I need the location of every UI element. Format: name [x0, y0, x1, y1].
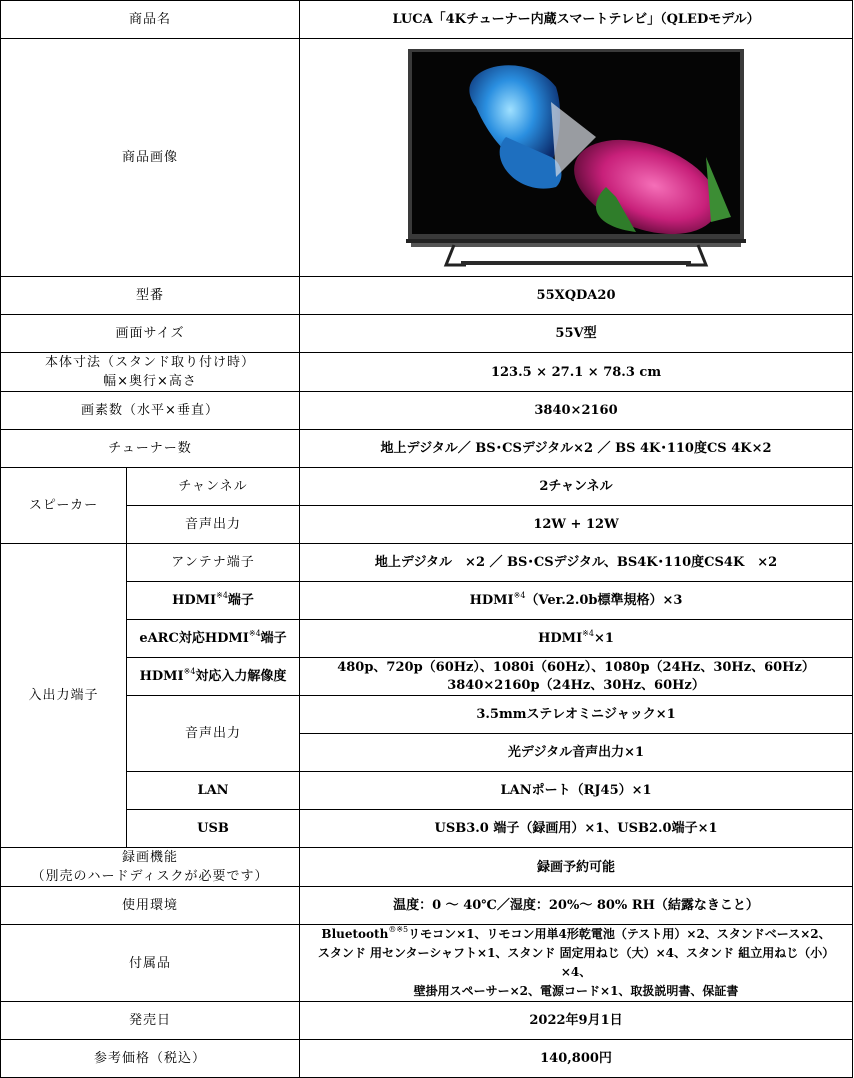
- resolution-value: [300, 658, 853, 696]
- row-io-lan: [1, 772, 853, 810]
- hdmi-value-text: HDMI: [469, 593, 514, 608]
- resolution-label: [127, 658, 300, 696]
- screen-size-value: 55V型: [300, 315, 853, 353]
- earc-label: [127, 620, 300, 658]
- accessories-line3: 壁掛用スペーサー×2、電源コード×1、取扱説明書、保証書: [413, 984, 739, 998]
- pixels-value: 3840×2160: [300, 392, 853, 430]
- row-screen-size: [1, 315, 853, 353]
- earc-label-text: eARC対応HDMI: [139, 631, 249, 646]
- speaker-channel-value: 2チャンネル: [300, 468, 853, 506]
- accessories-note: ®※5: [388, 925, 409, 934]
- row-speaker-audio: [1, 506, 853, 544]
- earc-label-note: ※4: [248, 629, 261, 638]
- speaker-channel-label: チャンネル: [127, 468, 300, 506]
- antenna-value: 地上デジタル ×2 ／ BS･CSデジタル、BS4K･110度CS4K ×2: [300, 544, 853, 582]
- io-audio-value-2: 光デジタル音声出力×1: [300, 734, 853, 772]
- accessories-bluetooth: Bluetooth: [321, 927, 389, 941]
- lan-label: LAN: [127, 772, 300, 810]
- speaker-audio-value: 12W + 12W: [300, 506, 853, 544]
- row-io-resolution: [1, 658, 853, 696]
- earc-value: [300, 620, 853, 658]
- row-speaker-channel: [1, 468, 853, 506]
- hdmi-label-note: ※4: [216, 591, 228, 600]
- product-image-cell: [300, 39, 853, 277]
- row-product-image: [1, 39, 853, 277]
- resolution-value-line2: 3840×2160p（24Hz、30Hz、60Hz）: [447, 677, 705, 693]
- product-name-value: LUCA「4Kチューナー内蔵スマートテレビ」（QLEDモデル）: [300, 1, 853, 39]
- speaker-audio-label: 音声出力: [127, 506, 300, 544]
- earc-label-suffix: 端子: [260, 631, 287, 646]
- row-io-antenna: [1, 544, 853, 582]
- row-io-earc: [1, 620, 853, 658]
- tv-product-image: [406, 47, 746, 269]
- row-io-hdmi: [1, 582, 853, 620]
- release-value: 2022年9月1日: [300, 1002, 853, 1040]
- row-recording: [1, 848, 853, 887]
- resolution-value-line1: 480p、720p（60Hz）、1080i（60Hz）、1080p（24Hz、30Hz、60Hz）: [337, 659, 815, 675]
- row-tuners: [1, 430, 853, 468]
- tuners-value: 地上デジタル／ BS･CSデジタル×2 ／ BS 4K･110度CS 4K×2: [300, 430, 853, 468]
- row-environment: [1, 887, 853, 925]
- hdmi-value-note: ※4: [513, 591, 526, 600]
- usb-label: USB: [127, 810, 300, 848]
- environment-value: 温度：0 ～ 40℃／湿度：20%～ 80% RH（結露なきこと）: [300, 887, 853, 925]
- row-model: [1, 277, 853, 315]
- row-product-name: [1, 1, 853, 39]
- row-dimensions: [1, 353, 853, 392]
- recording-value: 録画予約可能: [300, 848, 853, 887]
- recording-label: [1, 848, 300, 887]
- screen-size-label: 画面サイズ: [1, 315, 300, 353]
- io-group-label: 入出力端子: [1, 544, 127, 848]
- accessories-label: 付属品: [1, 925, 300, 1002]
- tuners-label: チューナー数: [1, 430, 300, 468]
- accessories-line1-rest: リモコン×1、リモコン用単4形乾電池（テスト用）×2、スタンドベース×2、: [408, 927, 831, 941]
- dimensions-label-line2: 幅×奥行×高さ: [103, 374, 197, 389]
- antenna-label: アンテナ端子: [127, 544, 300, 582]
- hdmi-label-suffix: 端子: [227, 593, 254, 608]
- earc-value-note: ※4: [582, 629, 594, 638]
- dimensions-label-line1: 本体寸法（スタンド取り付け時）: [45, 355, 256, 370]
- accessories-line2: スタンド 用センターシャフト×1、スタンド 固定用ねじ（大）×4、スタンド 組立用ねじ（小）×4、: [317, 946, 835, 979]
- row-accessories: [1, 925, 853, 1002]
- dimensions-value: 123.5 × 27.1 × 78.3 cm: [300, 353, 853, 392]
- model-value: 55XQDA20: [300, 277, 853, 315]
- hdmi-value-suffix: （Ver.2.0b標準規格）×3: [525, 593, 683, 608]
- model-label: 型番: [1, 277, 300, 315]
- price-value: 140,800円: [300, 1040, 853, 1078]
- hdmi-value: [300, 582, 853, 620]
- row-io-audio-1: [1, 696, 853, 734]
- pixels-label: 画素数（水平×垂直）: [1, 392, 300, 430]
- resolution-label-text: HDMI: [139, 669, 184, 684]
- speaker-group-label: スピーカー: [1, 468, 127, 544]
- environment-label: 使用環境: [1, 887, 300, 925]
- row-io-usb: [1, 810, 853, 848]
- io-audio-label: 音声出力: [127, 696, 300, 772]
- accessories-value: [300, 925, 853, 1002]
- product-name-label: 商品名: [1, 1, 300, 39]
- hdmi-label-text: HDMI: [172, 593, 217, 608]
- io-audio-value-1: 3.5mmステレオミニジャック×1: [300, 696, 853, 734]
- row-price: [1, 1040, 853, 1078]
- row-pixels: [1, 392, 853, 430]
- resolution-label-suffix: 対応入力解像度: [195, 669, 287, 684]
- hdmi-label: [127, 582, 300, 620]
- resolution-label-note: ※4: [183, 667, 196, 676]
- earc-value-suffix: ×1: [593, 631, 614, 646]
- dimensions-label: [1, 353, 300, 392]
- price-label: 参考価格（税込）: [1, 1040, 300, 1078]
- release-label: 発売日: [1, 1002, 300, 1040]
- accessories-line1: [304, 925, 848, 944]
- lan-value: LANポート（RJ45）×1: [300, 772, 853, 810]
- recording-label-line1: 録画機能: [122, 850, 179, 865]
- row-release: [1, 1002, 853, 1040]
- usb-value: USB3.0 端子（録画用）×1、USB2.0端子×1: [300, 810, 853, 848]
- recording-label-line2: （別売のハードディスクが必要です）: [31, 869, 269, 884]
- product-image-label: 商品画像: [1, 39, 300, 277]
- earc-value-text: HDMI: [538, 631, 583, 646]
